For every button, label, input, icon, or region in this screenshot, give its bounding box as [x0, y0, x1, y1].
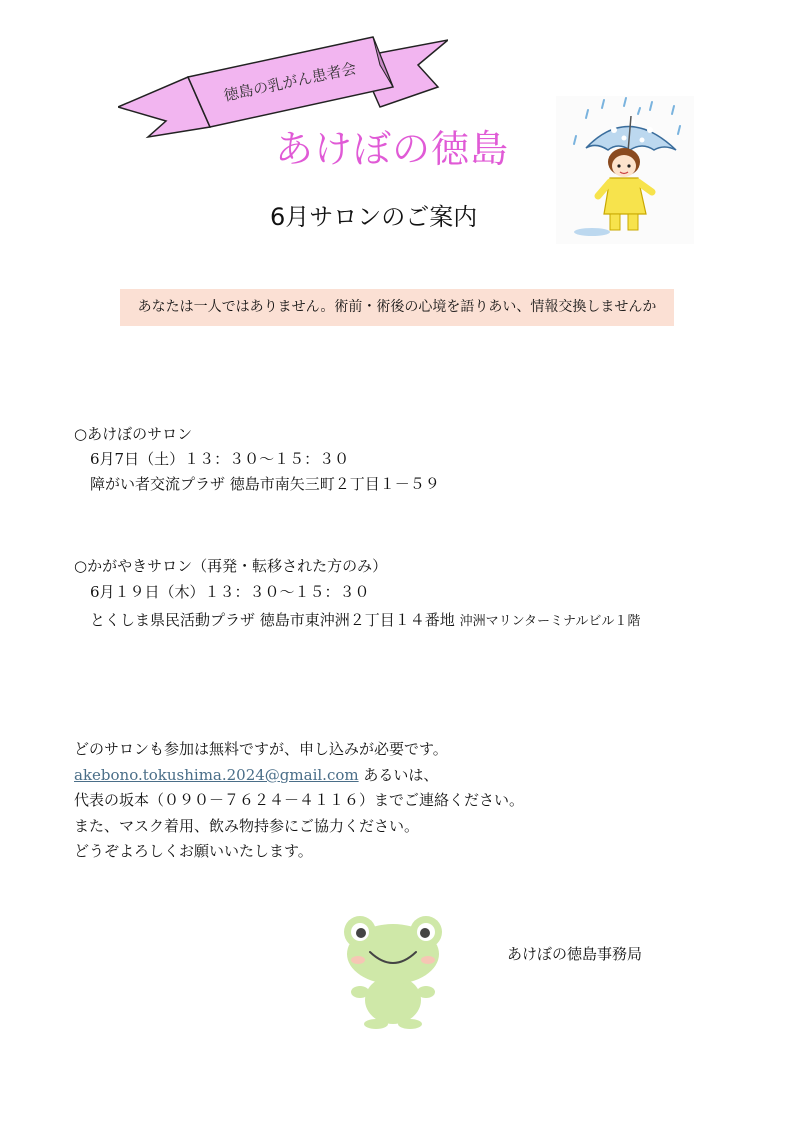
contact-email-link[interactable]: akebono.tokushima.2024@gmail.com: [74, 766, 359, 784]
document-title: 6月サロンのご案内: [270, 203, 478, 231]
salon-2-place: [90, 609, 640, 630]
salon-2-place-main: とくしま県民活動プラザ 徳島市東沖洲２丁目１４番地: [90, 611, 455, 629]
notes-line-5: どうぞよろしくお願いいたします。: [74, 842, 313, 860]
notes-line-2: [74, 764, 438, 785]
notes-line-2-suffix: あるいは、: [358, 766, 439, 784]
salon-1-place: 障がい者交流プラザ 徳島市南矢三町２丁目１－５９: [90, 475, 440, 493]
message-banner: [120, 289, 674, 326]
ribbon-text: 徳島の乳がん患者会: [222, 59, 358, 105]
salon-2-datetime: 6月１９日（木）１３：３０～１５：３０: [90, 583, 370, 601]
office-name: あけぼの徳島事務局: [507, 945, 643, 963]
frog-icon: [338, 912, 448, 1030]
salon-2-name: ○かがやきサロン（再発・転移された方のみ）: [74, 557, 388, 575]
salon-2-place-extra: 沖洲マリンターミナルビル１階: [459, 614, 641, 629]
notes-line-1: どのサロンも参加は無料ですが、申し込みが必要です。: [74, 740, 448, 758]
banner-text: あなたは一人ではありません。術前・術後の心境を語りあい、情報交換しませんか: [137, 299, 657, 315]
girl-with-umbrella-icon: [556, 96, 694, 244]
notes-line-3: 代表の坂本（０９０－７６２４－４１１６）までご連絡ください。: [74, 791, 525, 809]
salon-1-name: ○あけぼのサロン: [74, 425, 193, 443]
organization-title: あけぼの徳島: [275, 127, 510, 171]
salon-1-datetime: 6月7日（土）１３：３０～１５：３０: [90, 450, 350, 468]
notes-line-4: また、マスク着用、飲み物持参にご協力ください。: [74, 817, 420, 835]
